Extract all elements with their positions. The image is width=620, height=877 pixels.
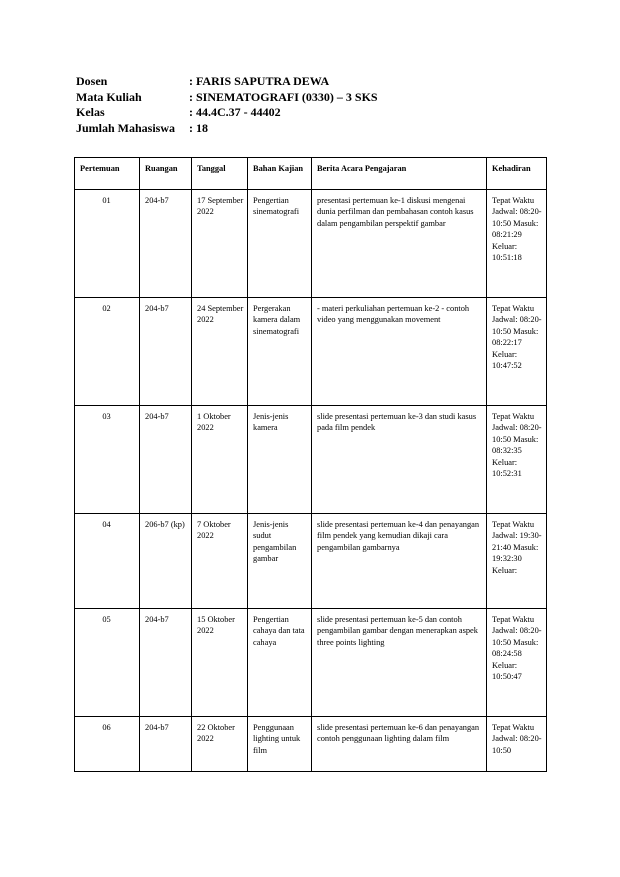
matkul-row [76,90,378,106]
cell-pertemuan: 06 [75,717,140,772]
col-header-bahan: Bahan Kajian [248,158,312,190]
col-header-tanggal: Tanggal [192,158,248,190]
cell-ruangan: 206-b7 (kp) [140,514,192,609]
cell-pertemuan: 02 [75,298,140,406]
cell-pertemuan: 01 [75,190,140,298]
cell-bahan: Pergerakan kamera dalam sinematografi [248,298,312,406]
matkul-value: : SINEMATOGRAFI (0330) – 3 SKS [189,89,378,104]
cell-tanggal: 24 September 2022 [192,298,248,406]
cell-ruangan: 204-b7 [140,406,192,514]
jumlah-label: Jumlah Mahasiswa [76,120,176,135]
cell-berita: presentasi pertemuan ke-1 diskusi mengenai dunia perfilman dan pembahasan contoh kasus dalam pengambilan perspektif gambar [312,190,487,298]
cell-bahan: Penggunaan lighting untuk film [248,717,312,772]
cell-kehadiran: Tepat Waktu Jadwal: 08:20-10:50 Masuk: 08:32:35 Keluar: 10:52:31 [487,406,547,514]
cell-tanggal: 1 Oktober 2022 [192,406,248,514]
dosen-label: Dosen [76,74,108,88]
cell-kehadiran: Tepat Waktu Jadwal: 08:20-10:50 Masuk: 08:24:58 Keluar: 10:50:47 [487,609,547,717]
cell-tanggal: 17 September 2022 [192,190,248,298]
cell-berita: slide presentasi pertemuan ke-3 dan studi kasus pada film pendek [312,406,487,514]
cell-pertemuan: 04 [75,514,140,609]
table-header-row [75,158,547,190]
cell-bahan: Pengertian sinematografi [248,190,312,298]
table-row [75,298,547,406]
cell-tanggal: 7 Oktober 2022 [192,514,248,609]
cell-berita: slide presentasi pertemuan ke-4 dan penayangan film pendek yang kemudian dikaji cara pengambilan gambarnya [312,514,487,609]
cell-ruangan: 204-b7 [140,609,192,717]
cell-berita: slide presentasi pertemuan ke-6 dan penayangan contoh penggunaan lighting dalam film [312,717,487,772]
col-header-kehadiran: Kehadiran [487,158,547,190]
course-header [76,74,378,136]
kelas-value: : 44.4C.37 - 44402 [189,105,281,119]
cell-ruangan: 204-b7 [140,298,192,406]
cell-kehadiran: Tepat Waktu Jadwal: 08:20-10:50 Masuk: 08:22:17 Keluar: 10:47:52 [487,298,547,406]
kelas-label: Kelas [76,105,105,119]
table-row [75,514,547,609]
cell-kehadiran: Tepat Waktu Jadwal: 19:30-21:40 Masuk: 19:32:30 Keluar: [487,514,547,609]
cell-berita: - materi perkuliahan pertemuan ke-2 - contoh video yang menggunakan movement [312,298,487,406]
cell-ruangan: 204-b7 [140,190,192,298]
dosen-value: : FARIS SAPUTRA DEWA [189,74,330,88]
cell-ruangan: 204-b7 [140,717,192,772]
dosen-row [76,74,378,90]
table-row [75,406,547,514]
cell-kehadiran: Tepat Waktu Jadwal: 08:20-10:50 Masuk: 08:21:29 Keluar: 10:51:18 [487,190,547,298]
table-row [75,190,547,298]
cell-bahan: Jenis-jenis sudut pengambilan gambar [248,514,312,609]
cell-bahan: Pengertian cahaya dan tata cahaya [248,609,312,717]
col-header-berita: Berita Acara Pengajaran [312,158,487,190]
cell-tanggal: 22 Oktober 2022 [192,717,248,772]
jumlah-row [76,121,378,137]
matkul-label: Mata Kuliah [76,89,142,104]
col-header-ruangan: Ruangan [140,158,192,190]
table-row [75,717,547,772]
attendance-table [74,157,547,772]
kelas-row [76,105,378,121]
cell-kehadiran: Tepat Waktu Jadwal: 08:20-10:50 [487,717,547,772]
col-header-pertemuan: Pertemuan [75,158,140,190]
table-row [75,609,547,717]
cell-pertemuan: 03 [75,406,140,514]
cell-bahan: Jenis-jenis kamera [248,406,312,514]
cell-berita: slide presentasi pertemuan ke-5 dan contoh pengambilan gambar dengan menerapkan aspek three points lighting [312,609,487,717]
cell-tanggal: 15 Oktober 2022 [192,609,248,717]
jumlah-value: : 18 [189,120,208,135]
cell-pertemuan: 05 [75,609,140,717]
